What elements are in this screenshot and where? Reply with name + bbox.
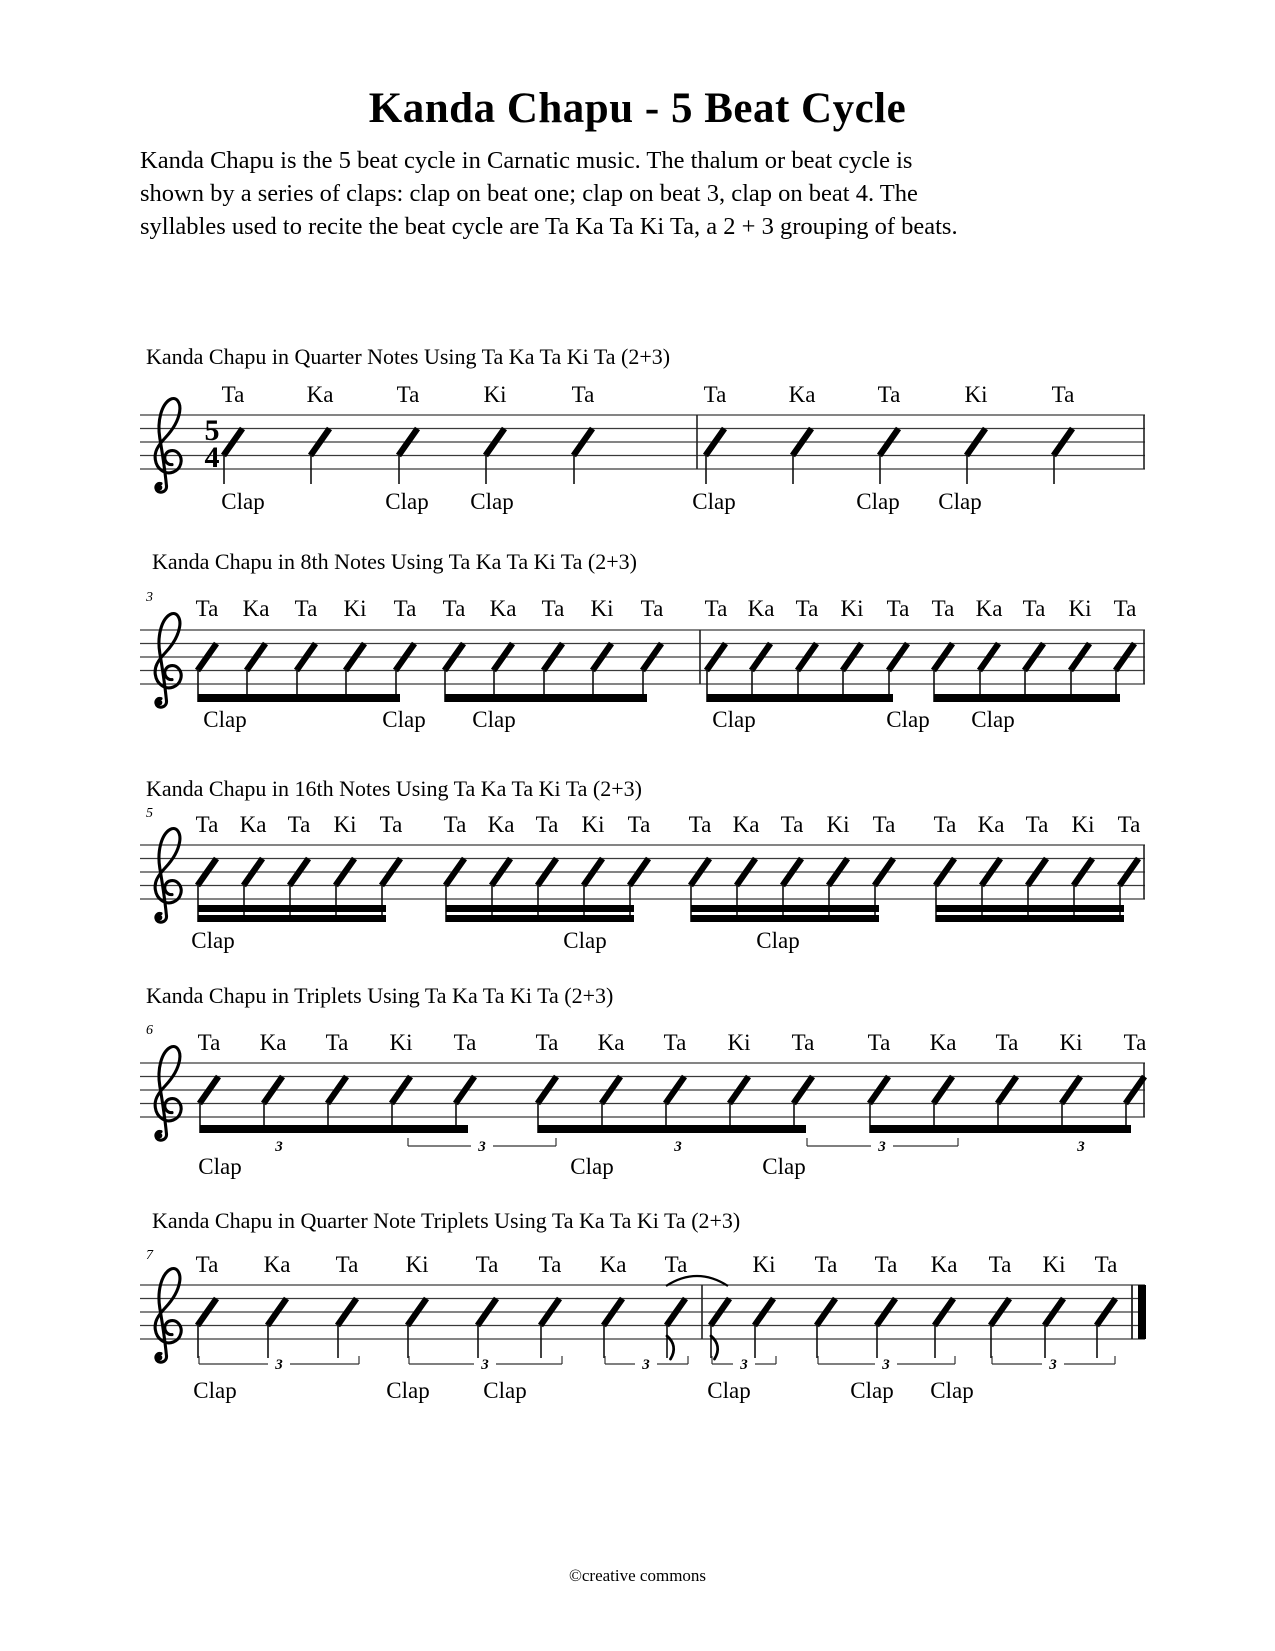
syllable-label: Ka (259, 1030, 287, 1055)
syllable-label: Ta (195, 1252, 219, 1277)
syllable-label: Ta (877, 382, 901, 407)
beam (936, 905, 1124, 912)
beam (936, 915, 1124, 922)
syllable-label: Ta (663, 1030, 687, 1055)
syllable-label: Ta (571, 382, 595, 407)
syllable-label: Ta (933, 812, 957, 837)
tuplet-number: 3 (275, 1139, 283, 1155)
syllable-label: Ki (826, 812, 850, 837)
syllable-label: Ka (788, 382, 816, 407)
beam (198, 905, 386, 912)
clap-label: Clap (203, 707, 247, 732)
syllable-label: Ta (1094, 1252, 1118, 1277)
syllable-label: Ta (874, 1252, 898, 1277)
clap-label: Clap (886, 707, 930, 732)
syllable-label: Ta (442, 596, 466, 621)
syllable-label: Ki (333, 812, 357, 837)
syllable-label: Ka (975, 596, 1003, 621)
clap-label: Clap (756, 928, 800, 953)
beam (446, 905, 634, 912)
clap-label: Clap (563, 928, 607, 953)
treble-clef-icon (156, 700, 162, 706)
clap-label: Clap (712, 707, 756, 732)
syllable-label: Ta (535, 812, 559, 837)
tuplet-number: 3 (882, 1357, 890, 1373)
syllable-label: Ta (931, 596, 955, 621)
syllable-label: Ta (197, 1030, 221, 1055)
syllable-label: Ka (489, 596, 517, 621)
syllable-label: Ta (627, 812, 651, 837)
system-heading: Kanda Chapu in Quarter Notes Using Ta Ka Ta Ki Ta (2+3) (146, 344, 671, 369)
time-signature-top: 5 (204, 414, 220, 447)
syllable-label: Ta (872, 812, 896, 837)
syllable-label: Ka (929, 1030, 957, 1055)
syllable-label: Ki (727, 1030, 751, 1055)
time-signature-bottom: 4 (204, 441, 220, 474)
treble-clef-icon (156, 1355, 162, 1361)
syllable-label: Ta (294, 596, 318, 621)
syllable-label: Ta (1113, 596, 1137, 621)
clap-label: Clap (385, 489, 429, 514)
clap-label: Clap (570, 1154, 614, 1179)
tuplet-number: 3 (674, 1139, 682, 1155)
beam (870, 1125, 1131, 1133)
syllable-label: Ta (541, 596, 565, 621)
treble-clef-icon (156, 915, 162, 921)
syllable-label: Ta (1117, 812, 1141, 837)
syllable-label: Ta (443, 812, 467, 837)
syllable-label: Ta (195, 812, 219, 837)
beam (446, 915, 634, 922)
tuplet-number: 3 (642, 1357, 650, 1373)
syllable-label: Ta (538, 1252, 562, 1277)
syllable-label: Ta (1025, 812, 1049, 837)
syllable-label: Ki (752, 1252, 776, 1277)
syllable-label: Ka (487, 812, 515, 837)
syllable-label: Ta (475, 1252, 499, 1277)
syllable-label: Ta (379, 812, 403, 837)
clap-label: Clap (483, 1378, 527, 1403)
tuplet-number: 3 (275, 1357, 283, 1373)
beam (200, 1125, 468, 1133)
final-barline-thick (1138, 1285, 1146, 1339)
copyright-notice: ©creative commons (568, 1566, 707, 1585)
tuplet-number: 3 (481, 1357, 489, 1373)
syllable-label: Ta (325, 1030, 349, 1055)
tuplet-number: 3 (878, 1139, 886, 1155)
beam (707, 694, 893, 702)
syllable-label: Ta (287, 812, 311, 837)
syllable-label: Ki (964, 382, 988, 407)
syllable-label: Ta (814, 1252, 838, 1277)
syllable-label: Ta (703, 382, 727, 407)
clap-label: Clap (856, 489, 900, 514)
clap-label: Clap (221, 489, 265, 514)
syllable-label: Ki (343, 596, 367, 621)
tuplet-number: 3 (740, 1357, 748, 1373)
syllable-label: Ki (483, 382, 507, 407)
syllable-label: Ta (688, 812, 712, 837)
tuplet-number: 3 (478, 1139, 486, 1155)
syllable-label: Ki (1068, 596, 1092, 621)
clap-label: Clap (382, 707, 426, 732)
syllable-label: Ta (995, 1030, 1019, 1055)
syllable-label: Ki (389, 1030, 413, 1055)
beam (538, 1125, 806, 1133)
syllable-label: Ka (977, 812, 1005, 837)
syllable-label: Ki (1042, 1252, 1066, 1277)
measure-number: 3 (146, 590, 153, 605)
clap-label: Clap (472, 707, 516, 732)
syllable-label: Ta (704, 596, 728, 621)
syllable-label: Ta (221, 382, 245, 407)
beam (934, 694, 1120, 702)
treble-clef-icon (156, 1133, 162, 1139)
syllable-label: Ka (239, 812, 267, 837)
syllable-label: Ta (1022, 596, 1046, 621)
syllable-label: Ta (780, 812, 804, 837)
clap-label: Clap (707, 1378, 751, 1403)
syllable-label: Ka (599, 1252, 627, 1277)
system-heading: Kanda Chapu in Triplets Using Ta Ka Ta Ki Ta (2+3) (146, 983, 614, 1008)
syllable-label: Ka (597, 1030, 625, 1055)
syllable-label: Ta (1051, 382, 1075, 407)
treble-clef-icon (156, 485, 162, 491)
system-heading: Kanda Chapu in Quarter Note Triplets Using Ta Ka Ta Ki Ta (2+3) (152, 1208, 741, 1233)
measure-number: 7 (146, 1248, 153, 1263)
syllable-label: Ki (590, 596, 614, 621)
measure-number: 5 (146, 806, 153, 821)
clap-label: Clap (971, 707, 1015, 732)
syllable-label: Ka (242, 596, 270, 621)
beam (198, 915, 386, 922)
clap-label: Clap (198, 1154, 242, 1179)
syllable-label: Ka (747, 596, 775, 621)
clap-label: Clap (762, 1154, 806, 1179)
beam (691, 915, 879, 922)
measure-number: 6 (146, 1023, 153, 1038)
syllable-label: Ta (396, 382, 420, 407)
syllable-label: Ki (840, 596, 864, 621)
syllable-label: Ka (263, 1252, 291, 1277)
syllable-label: Ta (335, 1252, 359, 1277)
syllable-label: Ki (1059, 1030, 1083, 1055)
syllable-label: Ta (393, 596, 417, 621)
syllable-label: Ki (1071, 812, 1095, 837)
clap-label: Clap (930, 1378, 974, 1403)
system-heading: Kanda Chapu in 16th Notes Using Ta Ka Ta Ki Ta (2+3) (146, 776, 642, 801)
intro-line: syllables used to recite the beat cycle are Ta Ka Ta Ki Ta, a 2 + 3 grouping of beats. (140, 213, 958, 240)
syllable-label: Ka (732, 812, 760, 837)
clap-label: Clap (692, 489, 736, 514)
clap-label: Clap (850, 1378, 894, 1403)
syllable-label: Ta (1123, 1030, 1147, 1055)
syllable-label: Ka (306, 382, 334, 407)
beam (691, 905, 879, 912)
syllable-label: Ta (453, 1030, 477, 1055)
clap-label: Clap (191, 928, 235, 953)
syllable-label: Ki (405, 1252, 429, 1277)
syllable-label: Ka (930, 1252, 958, 1277)
syllable-label: Ta (795, 596, 819, 621)
clap-label: Clap (386, 1378, 430, 1403)
tuplet-number: 3 (1049, 1357, 1057, 1373)
intro-line: shown by a series of claps: clap on beat one; clap on beat 3, clap on beat 4. The (140, 180, 918, 207)
syllable-label: Ta (195, 596, 219, 621)
page-title: Kanda Chapu - 5 Beat Cycle (368, 85, 907, 132)
syllable-label: Ta (988, 1252, 1012, 1277)
syllable-label: Ta (886, 596, 910, 621)
syllable-label: Ki (581, 812, 605, 837)
syllable-label: Ta (664, 1252, 688, 1277)
clap-label: Clap (193, 1378, 237, 1403)
intro-line: Kanda Chapu is the 5 beat cycle in Carnatic music. The thalum or beat cycle is (140, 147, 913, 174)
syllable-label: Ta (640, 596, 664, 621)
beam (198, 694, 400, 702)
syllable-label: Ta (867, 1030, 891, 1055)
syllable-label: Ta (791, 1030, 815, 1055)
clap-label: Clap (470, 489, 514, 514)
beam (445, 694, 647, 702)
syllable-label: Ta (535, 1030, 559, 1055)
system-heading: Kanda Chapu in 8th Notes Using Ta Ka Ta Ki Ta (2+3) (152, 549, 637, 574)
tuplet-number: 3 (1077, 1139, 1085, 1155)
clap-label: Clap (938, 489, 982, 514)
